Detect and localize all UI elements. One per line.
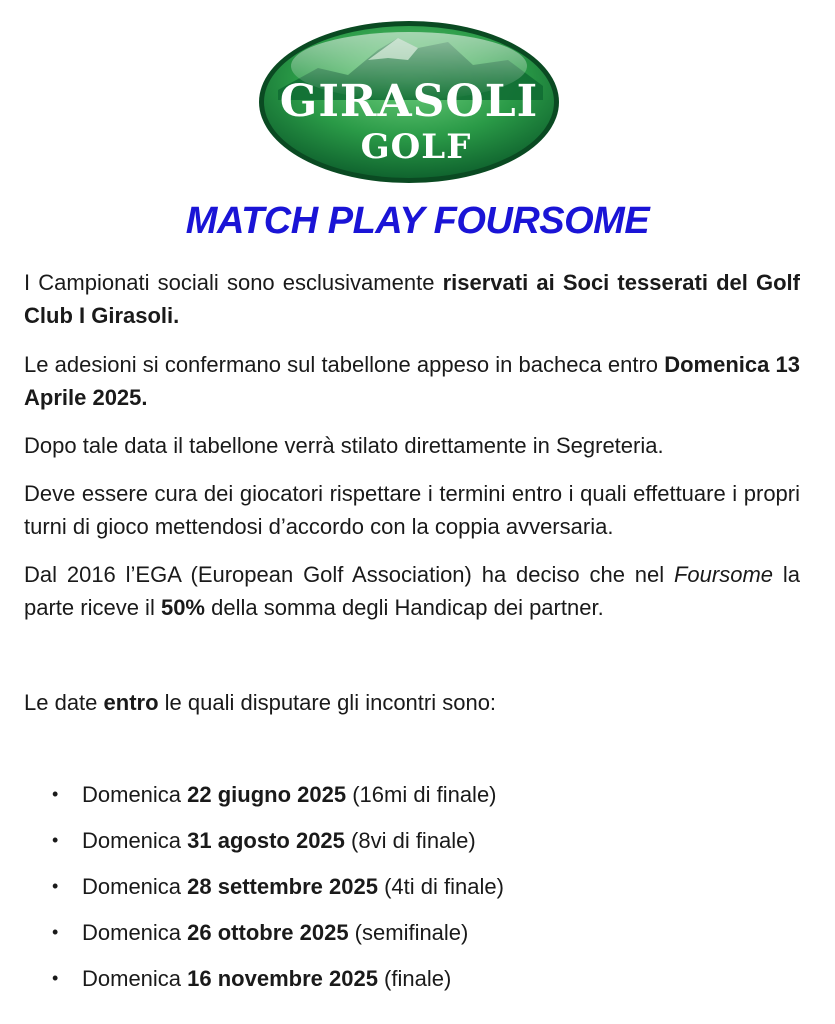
bullet: • xyxy=(52,922,59,942)
p6-bold: entro xyxy=(103,690,159,715)
p5-text-b: la parte riceve il xyxy=(24,562,800,620)
paragraph-tabellone: Dopo tale data il tabellone verrà stilato direttamente in Segreteria. xyxy=(24,433,664,458)
p5-percent: 50% xyxy=(160,595,205,620)
dates-list xyxy=(0,778,835,1008)
paragraph-adesioni xyxy=(24,348,800,414)
page-title: MATCH PLAY FOURSOME xyxy=(185,200,650,242)
bullet: • xyxy=(52,784,59,804)
p5-text-c: della somma degli Handicap dei partner. xyxy=(205,595,604,620)
logo-line1: GIRASOLI xyxy=(279,76,539,127)
list-item xyxy=(0,962,835,1008)
paragraph-cura: Deve essere cura dei giocatori rispettare i termini entro i quali effettuare i propri turni di gioco mettendosi d’accordo con la coppia avversaria. xyxy=(24,481,800,539)
girasoli-golf-logo xyxy=(258,20,560,184)
date-value: 26 ottobre 2025 xyxy=(187,920,349,945)
bullet: • xyxy=(52,876,59,896)
date-prefix: Domenica xyxy=(82,828,188,853)
p5-text-a: Dal 2016 l’EGA (European Golf Association) ha deciso che nel xyxy=(24,562,674,587)
date-round: (4ti di finale) xyxy=(377,874,504,899)
date-round: (finale) xyxy=(377,966,452,991)
bullet: • xyxy=(52,830,59,850)
p5-italic: Foursome xyxy=(673,562,774,587)
list-item xyxy=(0,778,835,824)
logo-line2: GOLF xyxy=(360,127,472,167)
date-value: 16 novembre 2025 xyxy=(187,966,378,991)
list-item xyxy=(0,870,835,916)
bullet: • xyxy=(52,968,59,988)
date-round: (8vi di finale) xyxy=(344,828,476,853)
date-value: 22 giugno 2025 xyxy=(187,782,347,807)
date-round: (16mi di finale) xyxy=(346,782,497,807)
p6-text-a: Le date xyxy=(24,690,104,715)
date-round: (semifinale) xyxy=(348,920,469,945)
p1-bold: riservati ai Soci tesserati del Golf Club I Girasoli. xyxy=(24,270,800,328)
date-prefix: Domenica xyxy=(82,966,188,991)
paragraph-date-intro xyxy=(24,686,800,719)
p2-text: Le adesioni si confermano sul tabellone appeso in bacheca entro xyxy=(24,352,665,377)
date-value: 31 agosto 2025 xyxy=(187,828,345,853)
p2-bold: Domenica 13 Aprile 2025. xyxy=(24,352,801,410)
paragraph-ega xyxy=(24,558,800,624)
paragraph-soci xyxy=(24,266,800,332)
date-prefix: Domenica xyxy=(82,782,188,807)
p1-text: I Campionati sociali sono esclusivamente xyxy=(24,270,443,295)
date-value: 28 settembre 2025 xyxy=(187,874,378,899)
list-item xyxy=(0,824,835,870)
p6-text-c: le quali disputare gli incontri sono: xyxy=(158,690,497,715)
date-prefix: Domenica xyxy=(82,874,188,899)
list-item xyxy=(0,916,835,962)
date-prefix: Domenica xyxy=(82,920,188,945)
